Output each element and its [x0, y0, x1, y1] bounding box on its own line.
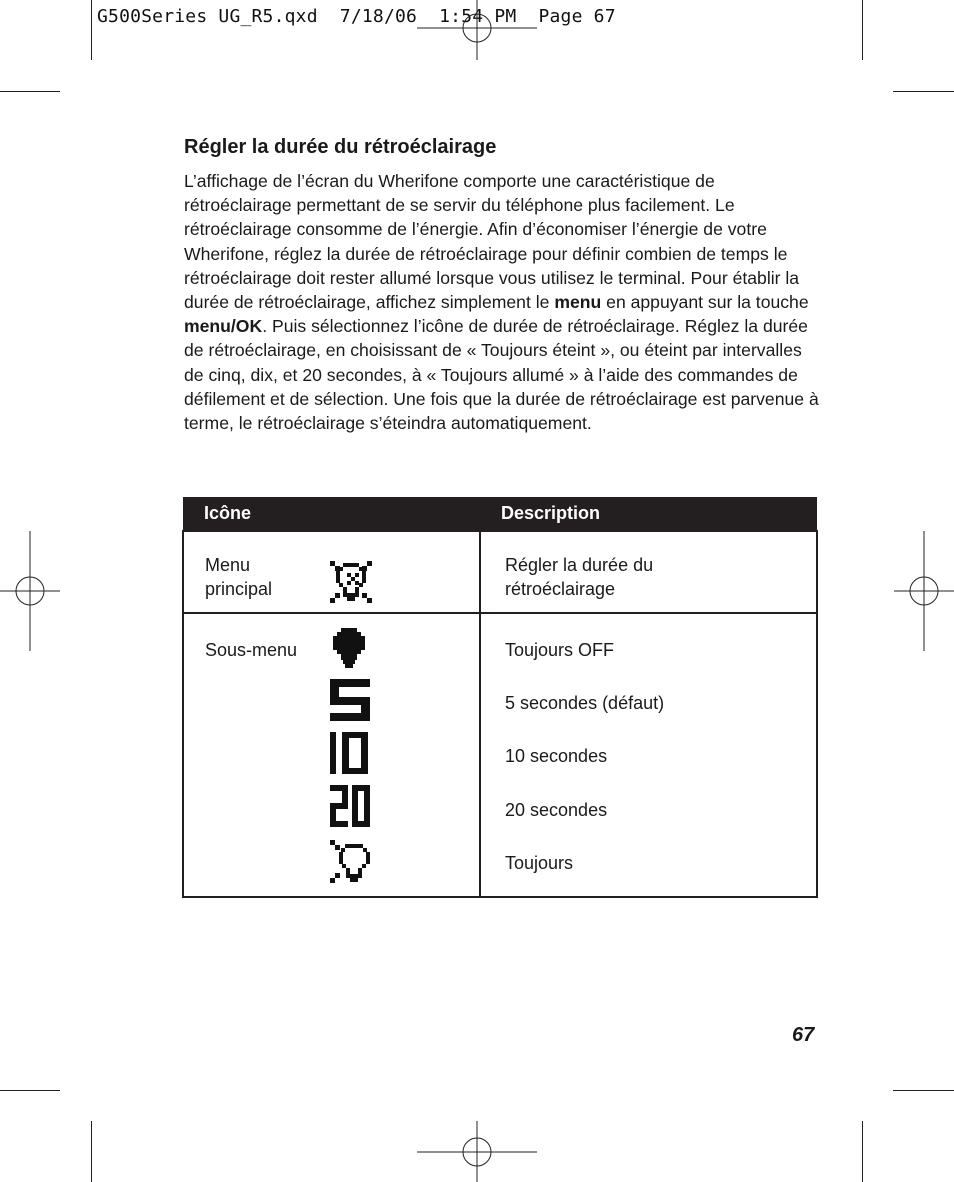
description-cell [480, 613, 817, 897]
body-text-part: . Puis sélectionnez l’icône de durée de rétroéclairage. Réglez la durée de rétroéclairage, en choisissant de « Toujours éteint », ou éteint par intervalles de cinq, dix, et 20 secondes, à « Toujours allumé » à l’aide des commandes de défilement et de sélection. Une fois que la durée de rétroéclairage est parvenue à terme, le rétroéclairage s’éteindra automatiquement. [184, 316, 819, 434]
crop-mark [893, 1090, 954, 1091]
menu-keyword: menu [554, 292, 602, 313]
backlight-icon [328, 559, 374, 605]
crop-mark [91, 1121, 92, 1182]
digits-10-icon [328, 730, 374, 776]
icon-cell [183, 613, 480, 897]
label-line: Menu [205, 555, 251, 575]
print-slug: G500Series UG_R5.qxd 7/18/06 1:54 PM Page 67 [97, 6, 616, 27]
table-row-sub-menu [183, 613, 817, 897]
digit-5-icon [328, 677, 374, 723]
description-cell [480, 531, 817, 613]
crop-mark [0, 1090, 60, 1091]
crop-mark [893, 91, 954, 92]
backlight-icon-table [182, 497, 818, 898]
table-row-main-menu [183, 531, 817, 613]
section-heading: Régler la durée du rétroéclairage [184, 136, 497, 158]
column-header-description: Description [480, 497, 817, 531]
crop-mark [0, 91, 60, 92]
crop-mark [862, 1121, 863, 1182]
bulb-off-icon [328, 626, 374, 670]
description-20-secondes: 20 secondes [505, 800, 608, 820]
body-paragraph [184, 169, 824, 435]
description-10-secondes: 10 secondes [505, 746, 608, 766]
registration-mark-left [0, 531, 60, 651]
description-5-secondes: 5 secondes (défaut) [505, 693, 665, 713]
menu-ok-keyword: menu/OK [184, 316, 263, 337]
description-toujours: Toujours [505, 853, 574, 873]
description-line: rétroéclairage [505, 579, 616, 599]
registration-mark-right [894, 531, 954, 651]
main-menu-description [505, 553, 653, 601]
registration-mark-bottom [417, 1121, 537, 1182]
main-menu-label [205, 553, 272, 601]
body-text-part: en appuyant sur la touche [606, 292, 809, 313]
icon-cell [183, 531, 480, 613]
column-header-icon: Icône [183, 497, 480, 531]
sub-menu-label: Sous-menu [205, 640, 298, 660]
table-header-row [183, 497, 817, 531]
digits-20-icon [328, 783, 374, 829]
bulb-on-icon [328, 838, 374, 886]
page-number: 67 [792, 1024, 815, 1046]
description-toujours-off: Toujours OFF [505, 640, 615, 660]
label-line: principal [205, 579, 273, 599]
body-text-part: L’affichage de l’écran du Wherifone comporte une caractéristique de rétroéclairage permettant de se servir du téléphone plus facilement. Le rétroéclairage consomme de l’énergie. Afin d’économiser l’énergie de votre Wherifone, réglez la durée de rétroéclairage pour définir combien de temps le rétroéclairage doit rester allumé lorsque vous utilisez le terminal. Pour établir la durée de rétroéclairage, affichez simplement le [184, 171, 800, 313]
description-line: Régler la durée du [505, 555, 654, 575]
crop-mark [862, 0, 863, 60]
crop-mark [91, 0, 92, 60]
registration-mark-top [417, 0, 537, 60]
